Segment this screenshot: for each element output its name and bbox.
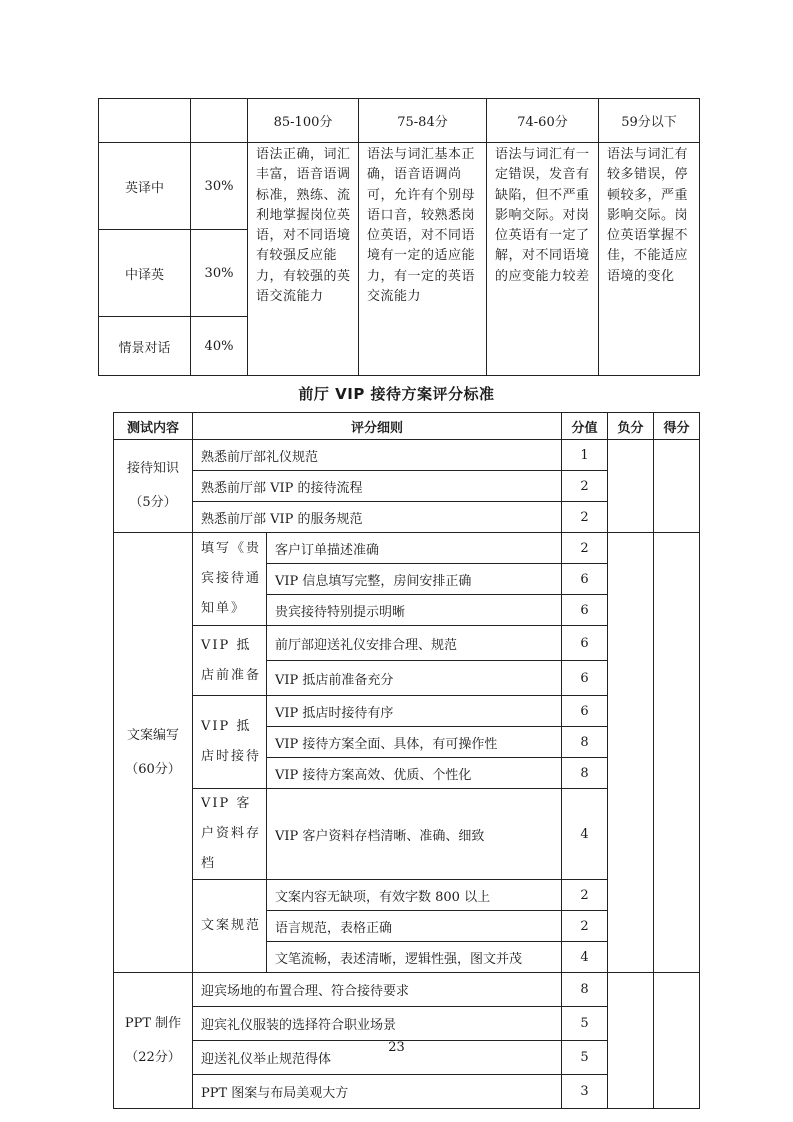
score-value: 2 bbox=[562, 533, 608, 564]
criterion: 迎宾场地的布置合理、符合接待要求 bbox=[193, 973, 562, 1007]
score-value: 6 bbox=[562, 626, 608, 661]
criterion: VIP 抵店前准备充分 bbox=[267, 661, 562, 696]
rubric-description-band-3: 语法与词汇有一定错误，发音有缺陷，但不严重影响交际。对岗位英语有一定了解，对不同语境的应变能力较差 bbox=[487, 143, 599, 376]
criterion: 语言规范，表格正确 bbox=[267, 911, 562, 942]
score-value: 5 bbox=[562, 1041, 608, 1075]
criterion: 文案内容无缺项，有效字数 800 以上 bbox=[267, 880, 562, 911]
subcategory: VIP 客户资料存档 bbox=[193, 789, 267, 880]
score-value: 8 bbox=[562, 758, 608, 789]
criterion: 贵宾接待特别提示明晰 bbox=[267, 595, 562, 626]
criterion: 迎送礼仪举止规范得体 bbox=[193, 1041, 562, 1075]
rubric-header-band-1: 85-100分 bbox=[248, 99, 359, 143]
criterion: PPT 图案与布局美观大方 bbox=[193, 1075, 562, 1109]
rubric-category: 情景对话 bbox=[99, 317, 191, 376]
category-writing bbox=[114, 533, 193, 973]
score-value: 6 bbox=[562, 595, 608, 626]
scoring-header-row bbox=[114, 413, 700, 440]
rubric-weight: 30% bbox=[191, 143, 248, 230]
header-deduction: 负分 bbox=[608, 413, 654, 440]
category-knowledge bbox=[114, 440, 193, 533]
table-row bbox=[114, 440, 700, 471]
category-points: （60分） bbox=[125, 761, 181, 777]
criterion: 文笔流畅，表述清晰，逻辑性强，图文并茂 bbox=[267, 942, 562, 973]
rubric-header-blank bbox=[191, 99, 248, 143]
subcategory: 文案规范 bbox=[193, 880, 267, 973]
translation-rubric-table bbox=[98, 98, 700, 376]
criterion: VIP 接待方案全面、具体，有可操作性 bbox=[267, 727, 562, 758]
criterion: 熟悉前厅部 VIP 的服务规范 bbox=[193, 502, 562, 533]
table-row bbox=[114, 533, 700, 564]
score-value: 8 bbox=[562, 973, 608, 1007]
score-value: 8 bbox=[562, 727, 608, 758]
subcategory: VIP 抵店时接待 bbox=[193, 696, 267, 789]
rubric-description-band-4: 语法与词汇有较多错误，停顿较多，严重影响交际。岗位英语掌握不佳，不能适应语境的变化 bbox=[599, 143, 700, 376]
criterion: VIP 信息填写完整，房间安排正确 bbox=[267, 564, 562, 595]
criterion: 熟悉前厅部礼仪规范 bbox=[193, 440, 562, 471]
header-score: 分值 bbox=[562, 413, 608, 440]
rubric-description-band-2: 语法与词汇基本正确，语音语调尚可，允许有个别母语口音，较熟悉岗位英语，对不同语境有一定的适应能力，有一定的英语交流能力 bbox=[359, 143, 487, 376]
category-points: （5分） bbox=[129, 495, 177, 510]
rubric-header-band-4: 59分以下 bbox=[599, 99, 700, 143]
criterion: VIP 抵店时接待有序 bbox=[267, 696, 562, 727]
header-test-content: 测试内容 bbox=[114, 413, 193, 440]
rubric-weight: 40% bbox=[191, 317, 248, 376]
criterion: VIP 接待方案高效、优质、个性化 bbox=[267, 758, 562, 789]
category-name: 接待知识 bbox=[126, 461, 179, 476]
vip-scoring-table bbox=[113, 412, 700, 1109]
score-value: 4 bbox=[562, 942, 608, 973]
page-number: 23 bbox=[388, 1040, 405, 1055]
section-title: 前厅 VIP 接待方案评分标准 bbox=[298, 385, 495, 403]
score-value: 2 bbox=[562, 911, 608, 942]
category-points: （22分） bbox=[125, 1049, 181, 1065]
deduction-cell[interactable] bbox=[608, 533, 654, 973]
earned-cell[interactable] bbox=[654, 533, 700, 973]
criterion: 迎宾礼仪服装的选择符合职业场景 bbox=[193, 1007, 562, 1041]
criterion: 客户订单描述准确 bbox=[267, 533, 562, 564]
rubric-header-band-3: 74-60分 bbox=[487, 99, 599, 143]
rubric-category: 中译英 bbox=[99, 230, 191, 317]
category-name: 文案编写 bbox=[126, 727, 179, 743]
subcategory: 填写《贵宾接待通知单》 bbox=[193, 533, 267, 626]
rubric-weight: 30% bbox=[191, 230, 248, 317]
rubric-category: 英译中 bbox=[99, 143, 191, 230]
score-value: 3 bbox=[562, 1075, 608, 1109]
score-value: 1 bbox=[562, 440, 608, 471]
rubric-header-row bbox=[99, 99, 700, 143]
deduction-cell[interactable] bbox=[608, 440, 654, 533]
rubric-row bbox=[99, 143, 700, 230]
header-scoring-details: 评分细则 bbox=[193, 413, 562, 440]
criterion: 前厅部迎送礼仪安排合理、规范 bbox=[267, 626, 562, 661]
score-value: 6 bbox=[562, 661, 608, 696]
score-value: 2 bbox=[562, 471, 608, 502]
table-row bbox=[114, 973, 700, 1007]
rubric-header-blank bbox=[99, 99, 191, 143]
header-earned: 得分 bbox=[654, 413, 700, 440]
score-value: 2 bbox=[562, 502, 608, 533]
criterion: VIP 客户资料存档清晰、准确、细致 bbox=[267, 789, 562, 880]
score-value: 6 bbox=[562, 564, 608, 595]
rubric-description-band-1: 语法正确，词汇丰富，语音语调标准，熟练、流利地掌握岗位英语，对不同语境有较强反应能力，有较强的英语交流能力 bbox=[248, 143, 359, 376]
score-value: 5 bbox=[562, 1007, 608, 1041]
rubric-header-band-2: 75-84分 bbox=[359, 99, 487, 143]
earned-cell[interactable] bbox=[654, 440, 700, 533]
subcategory: VIP 抵店前准备 bbox=[193, 626, 267, 696]
category-name: PPT 制作 bbox=[124, 1015, 182, 1031]
score-value: 2 bbox=[562, 880, 608, 911]
score-value: 4 bbox=[562, 789, 608, 880]
criterion: 熟悉前厅部 VIP 的接待流程 bbox=[193, 471, 562, 502]
score-value: 6 bbox=[562, 696, 608, 727]
